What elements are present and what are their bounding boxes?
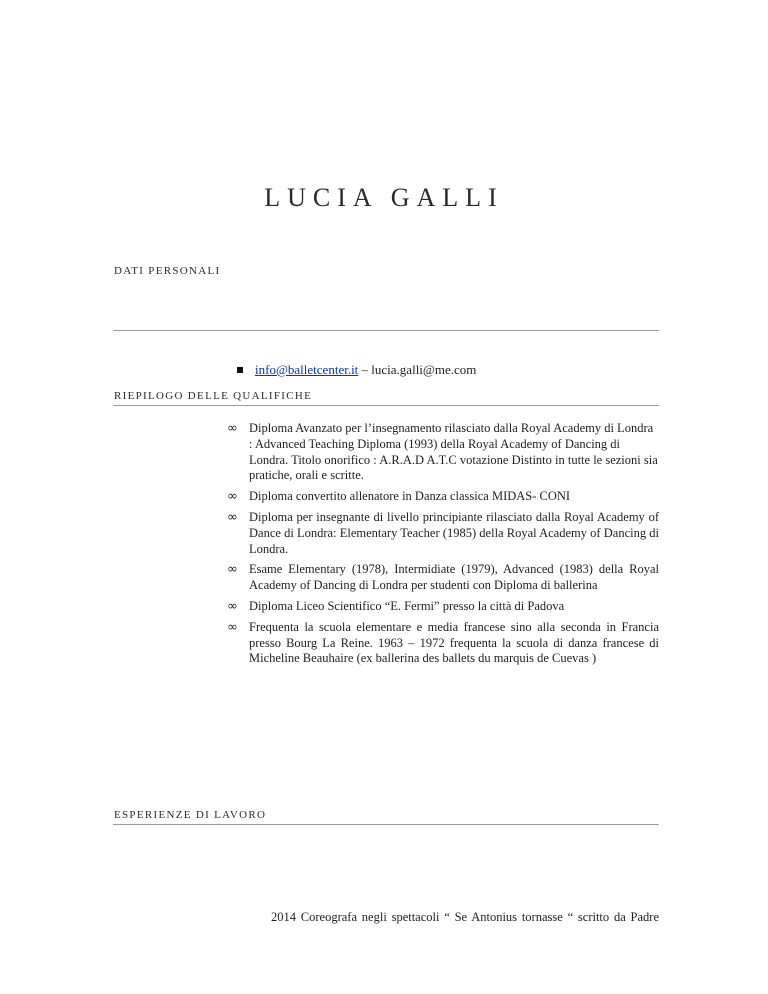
infinity-bullet-icon: ∞ <box>227 598 238 614</box>
divider-qualifications <box>113 405 659 406</box>
infinity-bullet-icon: ∞ <box>227 489 238 505</box>
qualification-item-5: ∞ Diploma Liceo Scientifico “E. Fermi” presso la città di Padova <box>227 598 565 614</box>
qualification-item-1: ∞ Diploma Avanzato per l’insegnamento rilasciato dalla Royal Academy di Londra : Advanced Teaching Diploma (1993) della Royal Academy of Dancing di Londra. Titolo onorifico : A.R.A.D A.T.C votazione Distinto in tutte le sezioni sia pratiche, orali e scritte. <box>227 421 658 483</box>
section-title-personal: DATI PERSONALI <box>114 265 221 277</box>
divider-personal <box>113 330 659 331</box>
infinity-bullet-icon: ∞ <box>227 509 238 525</box>
contact-separator: – <box>358 362 372 377</box>
divider-experience <box>113 824 659 825</box>
person-name: LUCIA GALLI <box>264 183 504 212</box>
experience-entry: 2014 Coreografa negli spettacoli “ Se Antonius tornasse “ scritto da Padre <box>271 910 659 924</box>
contact-line <box>237 362 476 378</box>
qualifications-list <box>227 421 659 672</box>
square-bullet-icon <box>237 367 243 373</box>
qualification-item-4: ∞ Esame Elementary (1978), Intermidiate (1979), Advanced (1983) della Royal Academy of Dancing di Londra per studenti con Diploma di ballerina <box>227 562 659 593</box>
qualification-item-6: ∞ Frequenta la scuola elementare e media francese sino alla seconda in Francia presso Bourg La Reine. 1963 – 1972 frequenta la scuola di danza francese di Micheline Beauhaire (ex ballerina des ballets du marquis de Cuevas ) <box>227 619 659 666</box>
infinity-bullet-icon: ∞ <box>227 562 238 578</box>
email-link[interactable]: info@balletcenter.it <box>255 362 359 377</box>
section-title-experience: ESPERIENZE DI LAVORO <box>114 809 267 821</box>
section-title-qualifications: RIEPILOGO DELLE QUALIFICHE <box>114 390 313 402</box>
email-alt: lucia.galli@me.com <box>371 362 477 377</box>
qualification-item-3: ∞ Diploma per insegnante di livello principiante rilasciato dalla Royal Academy of Dance di Londra: Elementary Teacher (1985) della Royal Academy of Dancing di Londra. <box>227 509 659 556</box>
infinity-bullet-icon: ∞ <box>227 619 238 635</box>
infinity-bullet-icon: ∞ <box>227 421 238 436</box>
qualification-item-2: ∞ Diploma convertito allenatore in Danza classica MIDAS- CONI <box>227 489 571 505</box>
